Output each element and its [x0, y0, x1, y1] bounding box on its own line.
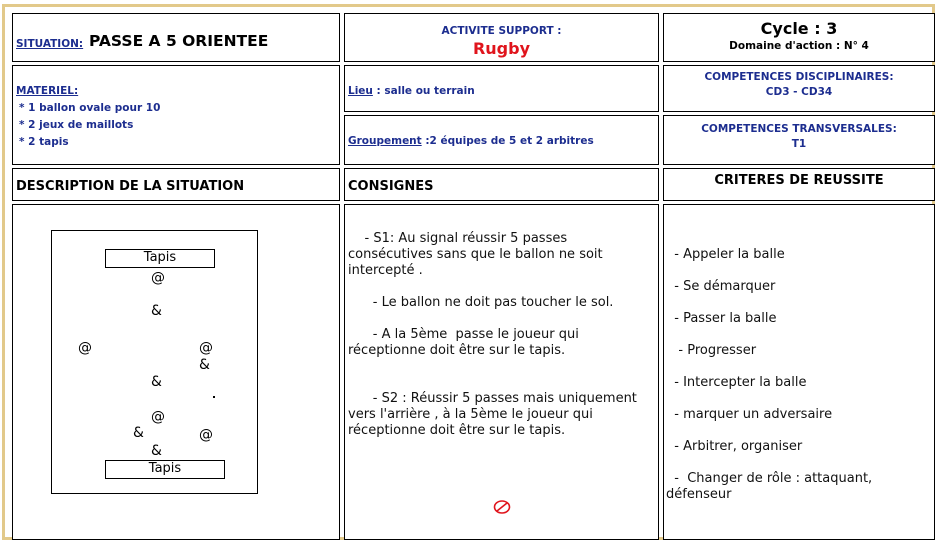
domaine-action: Domaine d'action : N° 4: [729, 40, 869, 52]
defender-symbol: &: [151, 443, 162, 459]
materiel-item: * 2 jeux de maillots: [19, 119, 134, 131]
consigne-paragraph: - S1: Au signal réussir 5 passes consécutives sans que le ballon ne soit intercepté .: [348, 231, 607, 278]
materiel-item: * 2 tapis: [19, 136, 69, 148]
defender-symbol: &: [133, 425, 144, 441]
tapis-bottom: Tapis: [105, 460, 225, 479]
critere-item: - Progresser: [666, 343, 757, 358]
consigne-paragraph: - A la 5ème passe le joueur qui réceptionne doit être sur le tapis.: [348, 327, 583, 358]
activite-label: ACTIVITE SUPPORT :: [441, 25, 562, 37]
attacker-symbol: @: [151, 270, 165, 286]
description-header: DESCRIPTION DE LA SITUATION: [16, 179, 245, 194]
critere-item: - Changer de rôle : attaquant, défenseur: [666, 471, 877, 502]
materiel-item: * 1 ballon ovale pour 10: [19, 102, 161, 114]
cycle-cell: [663, 13, 935, 62]
groupement-label: Groupement: [348, 135, 422, 147]
competences-transversales-cell: [663, 115, 935, 165]
competences-disciplinaires-cell: [663, 65, 935, 112]
activite-cell: [344, 13, 659, 62]
situation-title: PASSE A 5 ORIENTEE: [89, 32, 269, 50]
cd-value: CD3 - CD34: [765, 86, 833, 98]
groupement-value: :2 équipes de 5 et 2 arbitres: [421, 135, 594, 147]
cd-label: COMPETENCES DISCIPLINAIRES:: [704, 71, 894, 83]
cycle-title: Cycle : 3: [760, 19, 838, 38]
description-cell: [12, 204, 340, 540]
groupement-line: [348, 135, 594, 147]
attacker-symbol: @: [151, 409, 165, 425]
critere-item: - Arbitrer, organiser: [666, 439, 803, 454]
materiel-cell: [12, 65, 340, 165]
critere-item: - Se démarquer: [666, 279, 776, 294]
criteres-header: CRITERES DE REUSSITE: [714, 173, 884, 188]
groupement-cell: [344, 115, 659, 165]
criteres-cell: [663, 204, 935, 540]
lieu-value: : salle ou terrain: [372, 85, 475, 97]
critere-item: - marquer un adversaire: [666, 407, 833, 422]
ct-value: T1: [791, 138, 807, 150]
consignes-cell: [344, 204, 659, 540]
fiche-frame: [2, 4, 935, 540]
critere-item: - Intercepter la balle: [666, 375, 807, 390]
lieu-cell: [344, 65, 659, 112]
consigne-paragraph: - Le ballon ne doit pas toucher le sol.: [348, 295, 614, 310]
defender-symbol: &: [151, 374, 162, 390]
attacker-symbol: @: [199, 340, 213, 356]
attacker-symbol: @: [199, 427, 213, 443]
situation-cell: [12, 13, 340, 62]
critere-item: - Passer la balle: [666, 311, 777, 326]
activite-sport: Rugby: [472, 39, 531, 58]
dot-marker: [213, 396, 215, 398]
consigne-paragraph: - S2 : Réussir 5 passes mais uniquement vers l'arrière , à la 5ème le joueur qui réceptionne doit être sur le tapis.: [348, 391, 642, 438]
tapis-top: Tapis: [105, 249, 215, 268]
situation-label: SITUATION:: [16, 38, 84, 50]
rugby-ball-icon: [493, 500, 511, 514]
lieu-line: [348, 85, 475, 97]
ct-label: COMPETENCES TRANSVERSALES:: [701, 123, 897, 135]
defender-symbol: &: [199, 357, 210, 373]
defender-symbol: &: [151, 303, 162, 319]
description-header-cell: [12, 168, 340, 201]
attacker-symbol: @: [78, 340, 92, 356]
critere-item: - Appeler la balle: [666, 247, 785, 262]
criteres-header-cell: [663, 168, 935, 201]
materiel-label: MATERIEL:: [16, 85, 79, 97]
terrain-diagram: [51, 230, 258, 494]
lieu-label: Lieu: [348, 85, 373, 97]
consignes-header: CONSIGNES: [348, 179, 434, 194]
consignes-header-cell: [344, 168, 659, 201]
